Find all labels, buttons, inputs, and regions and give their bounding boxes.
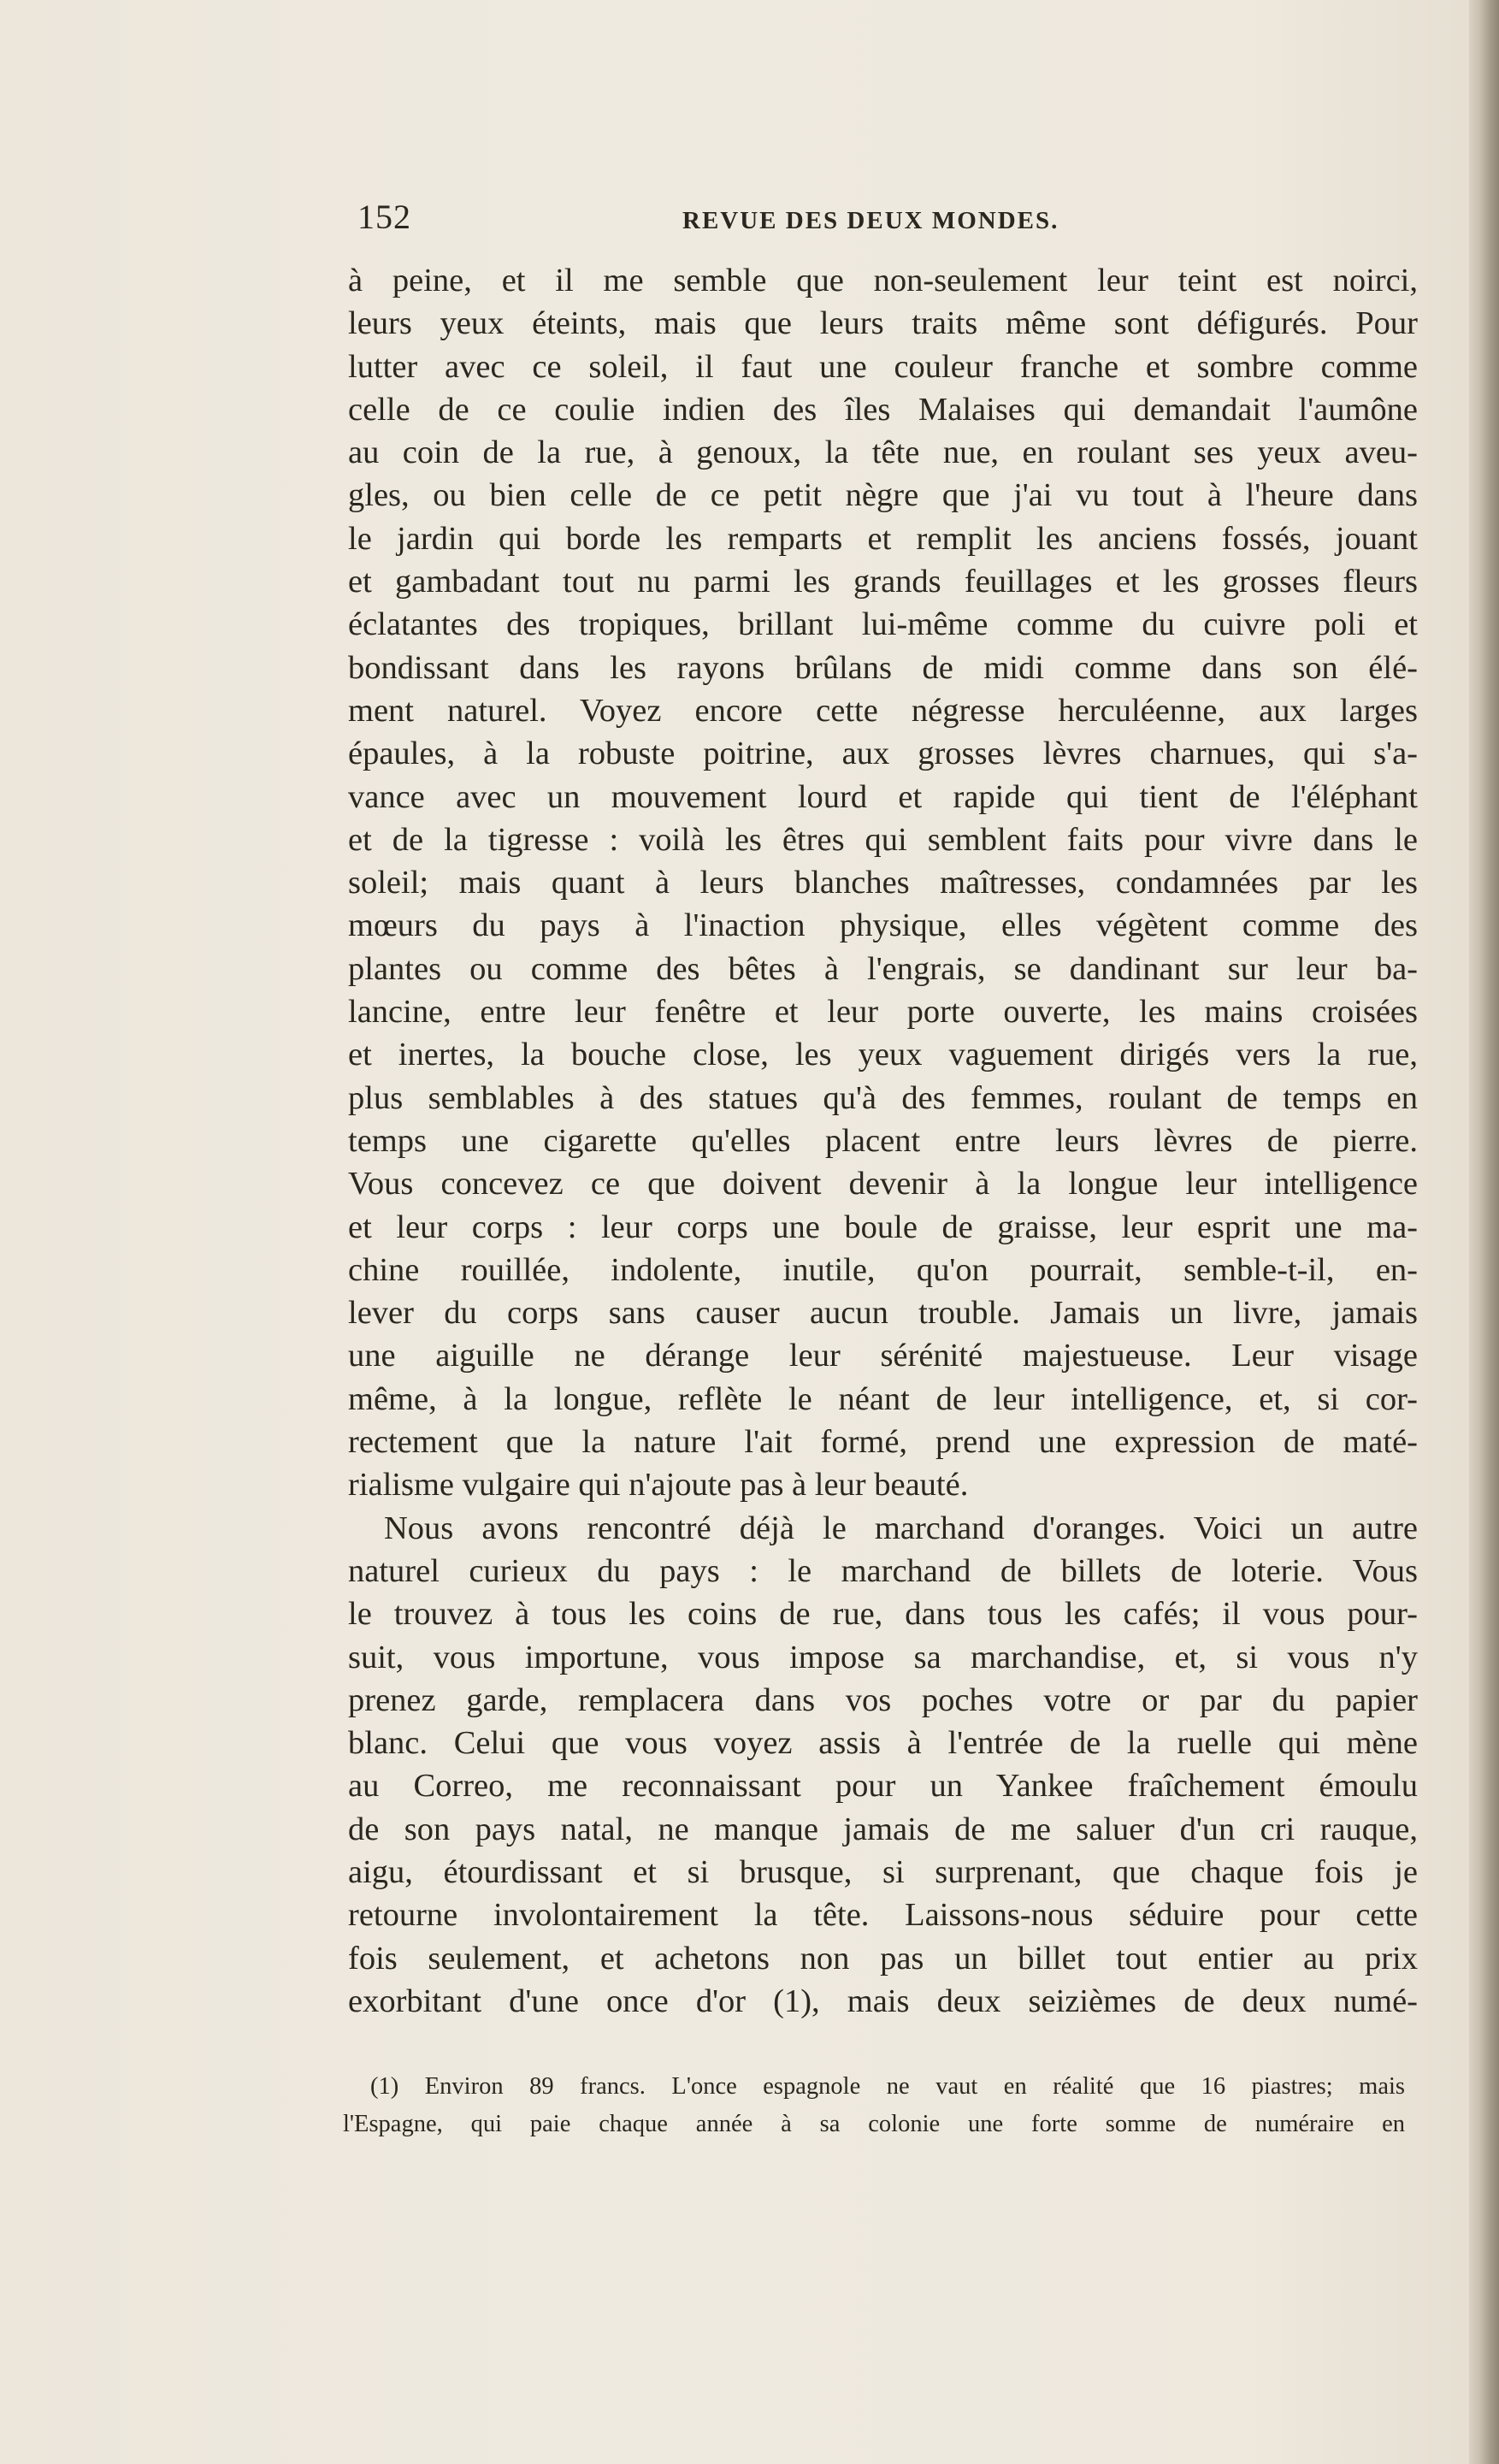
text-line: mœurs du pays à l'inaction physique, elles végètent comme des [348, 907, 1418, 944]
text-line: et inertes, la bouche close, les yeux vaguement dirigés vers la rue, [348, 1037, 1418, 1073]
text-line: Nous avons rencontré déjà le marchand d'oranges. Voici un autre [384, 1510, 1418, 1546]
text-line: suit, vous importune, vous impose sa marchandise, et, si vous n'y [348, 1639, 1418, 1675]
text-line: le jardin qui borde les remparts et remplit les anciens fossés, jouant [348, 520, 1418, 557]
page-edge-shadow [1469, 0, 1499, 2464]
text-line: gles, ou bien celle de ce petit nègre que j'ai vu tout à l'heure dans [348, 477, 1418, 514]
text-line: blanc. Celui que vous voyez assis à l'entrée de la ruelle qui mène [348, 1725, 1418, 1762]
text-line: bondissant dans les rayons brûlans de midi comme dans son élé- [348, 649, 1418, 686]
text-line: de son pays natal, ne manque jamais de me saluer d'un cri rauque, [348, 1811, 1418, 1847]
page-number: 152 [357, 198, 411, 236]
text-line: soleil; mais quant à leurs blanches maîtresses, condamnées par les [348, 865, 1418, 901]
text-line: retourne involontairement la tête. Laissons-nous séduire pour cette [348, 1897, 1418, 1934]
text-line: ment naturel. Voyez encore cette négresse herculéenne, aux larges [348, 692, 1418, 729]
text-line: et leur corps : leur corps une boule de graisse, leur esprit une ma- [348, 1208, 1418, 1245]
text-line: plus semblables à des statues qu'à des femmes, roulant de temps en [348, 1079, 1418, 1116]
text-line: et de la tigresse : voilà les êtres qui semblent faits pour vivre dans le [348, 821, 1418, 858]
text-line: aigu, étourdissant et si brusque, si surprenant, que chaque fois je [348, 1853, 1418, 1890]
text-line: lever du corps sans causer aucun trouble. Jamais un livre, jamais [348, 1295, 1418, 1332]
text-line: prenez garde, remplacera dans vos poches votre or par du papier [348, 1681, 1418, 1718]
page-header [357, 197, 1093, 248]
text-line: naturel curieux du pays : le marchand de billets de loterie. Vous [348, 1552, 1418, 1589]
text-line: fois seulement, et achetons non pas un billet tout entier au prix [348, 1940, 1418, 1977]
text-line: au coin de la rue, à genoux, la tête nue, en roulant ses yeux aveu- [348, 434, 1418, 471]
text-line: même, à la longue, reflète le néant de leur intelligence, et, si cor- [348, 1380, 1418, 1417]
text-line: rialisme vulgaire qui n'ajoute pas à leur beauté. [348, 1467, 969, 1504]
footnote-line: l'Espagne, qui paie chaque année à sa colonie une forte somme de numéraire en [343, 2111, 1405, 2137]
text-line: celle de ce coulie indien des îles Malaises qui demandait l'aumône [348, 391, 1418, 428]
text-line: lancine, entre leur fenêtre et leur porte ouverte, les mains croisées [348, 994, 1418, 1031]
text-line: lutter avec ce soleil, il faut une couleur franche et sombre comme [348, 348, 1418, 385]
text-line: éclatantes des tropiques, brillant lui-même comme du cuivre poli et [348, 606, 1418, 643]
body-text [348, 259, 1418, 2023]
text-line: une aiguille ne dérange leur sérénité majestueuse. Leur visage [348, 1338, 1418, 1374]
text-line: leurs yeux éteints, mais que leurs traits même sont défigurés. Pour [348, 305, 1418, 342]
running-title: REVUE DES DEUX MONDES. [682, 207, 1059, 234]
text-line: vance avec un mouvement lourd et rapide qui tient de l'éléphant [348, 778, 1418, 815]
text-line: à peine, et il me semble que non-seulement leur teint est noirci, [348, 263, 1418, 298]
text-line: au Correo, me reconnaissant pour un Yankee fraîchement émoulu [348, 1768, 1418, 1805]
text-line: temps une cigarette qu'elles placent entre leurs lèvres de pierre. [348, 1122, 1418, 1159]
text-line: et gambadant tout nu parmi les grands feuillages et les grosses fleurs [348, 564, 1418, 600]
text-line: plantes ou comme des bêtes à l'engrais, se dandinant sur leur ba- [348, 950, 1418, 987]
text-line: rectement que la nature l'ait formé, prend une expression de maté- [348, 1424, 1418, 1461]
text-line: exorbitant d'une once d'or (1), mais deux seizièmes de deux numé- [348, 1982, 1418, 2019]
footnote [343, 2068, 1405, 2143]
text-line: Vous concevez ce que doivent devenir à la longue leur intelligence [348, 1166, 1418, 1202]
footnote-line: (1) Environ 89 francs. L'once espagnole ne vaut en réalité que 16 piastres; mais [370, 2073, 1405, 2100]
text-line: chine rouillée, indolente, inutile, qu'on pourrait, semble-t-il, en- [348, 1251, 1418, 1288]
text-line: le trouvez à tous les coins de rue, dans tous les cafés; il vous pour- [348, 1596, 1418, 1633]
text-line: épaules, à la robuste poitrine, aux grosses lèvres charnues, qui s'a- [348, 736, 1418, 772]
